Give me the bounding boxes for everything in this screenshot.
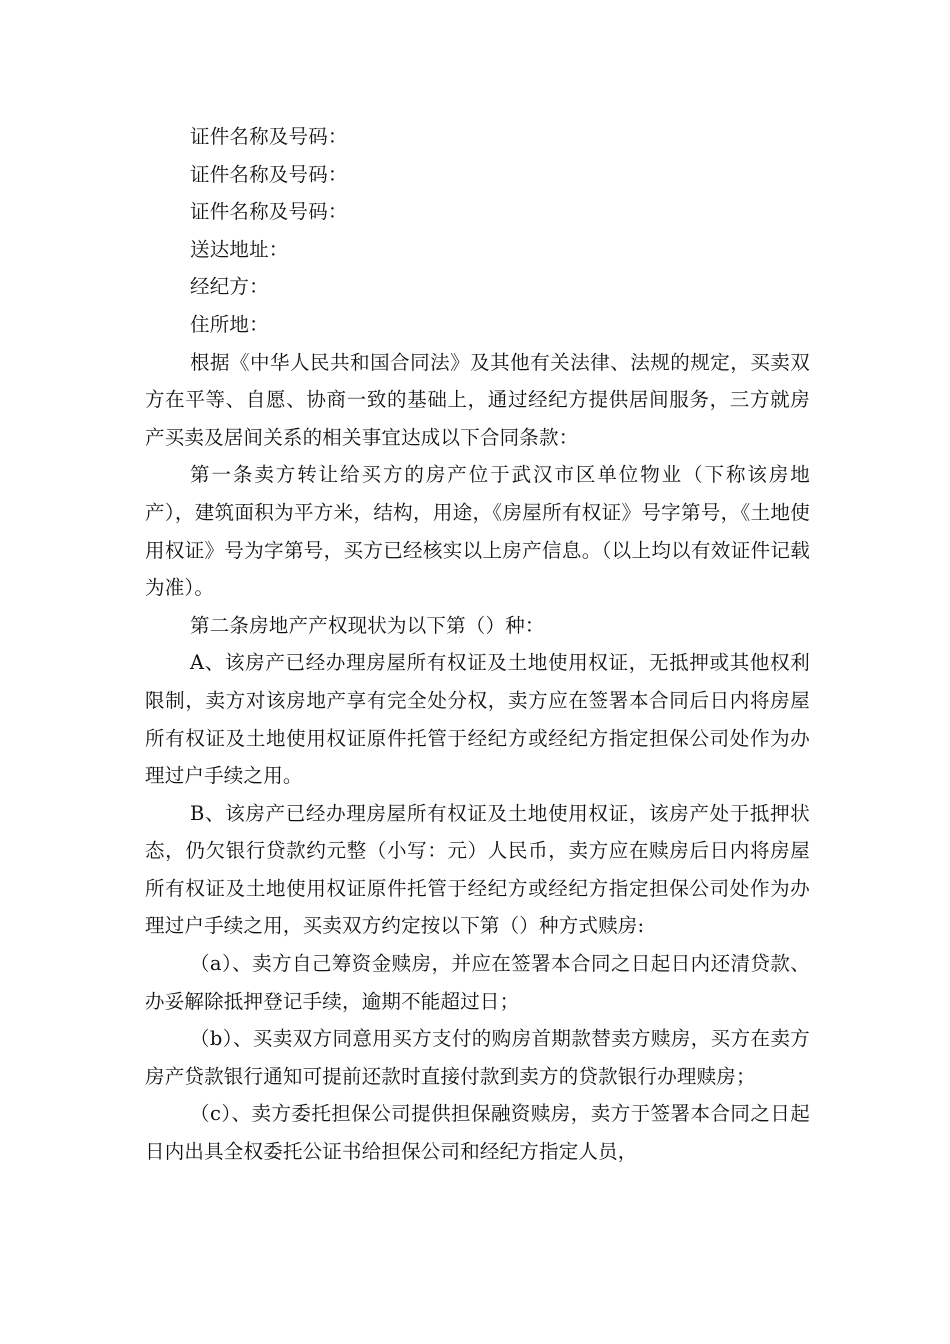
id-document-line-3: 证件名称及号码： — [190, 200, 348, 224]
delivery-address-line: 送达地址： — [190, 237, 289, 261]
residence-line: 住所地： — [190, 312, 269, 336]
sub-option-b-paragraph: （b）、买卖双方同意用买方支付的购房首期款替卖方赎房，买方在卖方房产贷款银行通知可提前还款时直接付款到卖方的贷款银行办理赎房； — [145, 1027, 810, 1088]
article-1-paragraph: 第一条卖方转让给买方的房产位于武汉市区单位物业（下称该房地产），建筑面积为平方米，结构，用途，《房屋所有权证》号字第号，《土地使用权证》号为字第号，买方已经核实以上房产信息。（以上均以有效证件记载为准）。 — [145, 463, 810, 600]
article-2-paragraph: 第二条房地产产权现状为以下第（）种： — [190, 613, 545, 637]
id-document-line-1: 证件名称及号码： — [190, 125, 348, 148]
id-document-line-2: 证件名称及号码： — [190, 162, 348, 186]
broker-line: 经纪方： — [190, 275, 269, 299]
option-b-paragraph: B、该房产已经办理房屋所有权证及土地使用权证，该房产处于抵押状态，仍欠银行贷款约元整（小写：元）人民币，卖方应在赎房后日内将房屋所有权证及土地使用权证原件托管于经纪方或经纪方指定担保公司处作为办理过户手续之用，买卖双方约定按以下第（）种方式赎房: — [145, 801, 810, 938]
sub-option-c-paragraph: （c）、卖方委托担保公司提供担保融资赎房，卖方于签署本合同之日起日内出具全权委托公证书给担保公司和经纪方指定人员， — [145, 1102, 810, 1164]
document-body — [145, 118, 810, 1171]
preamble-paragraph: 根据《中华人民共和国合同法》及其他有关法律、法规的规定，买卖双方在平等、自愿、协商一致的基础上，通过经纪方提供居间服务，三方就房产买卖及居间关系的相关事宜达成以下合同条款： — [145, 350, 810, 449]
option-a-paragraph: A、该房产已经办理房屋所有权证及土地使用权证，无抵押或其他权利限制，卖方对该房地产享有完全处分权，卖方应在签署本合同后日内将房屋所有权证及土地使用权证原件托管于经纪方或经纪方指定担保公司处作为办理过户手续之用。 — [145, 651, 810, 788]
sub-option-a-paragraph: （a）、卖方自己筹资金赎房，并应在签署本合同之日起日内还清贷款、办妥解除抵押登记手续，逾期不能超过日； — [145, 952, 810, 1013]
